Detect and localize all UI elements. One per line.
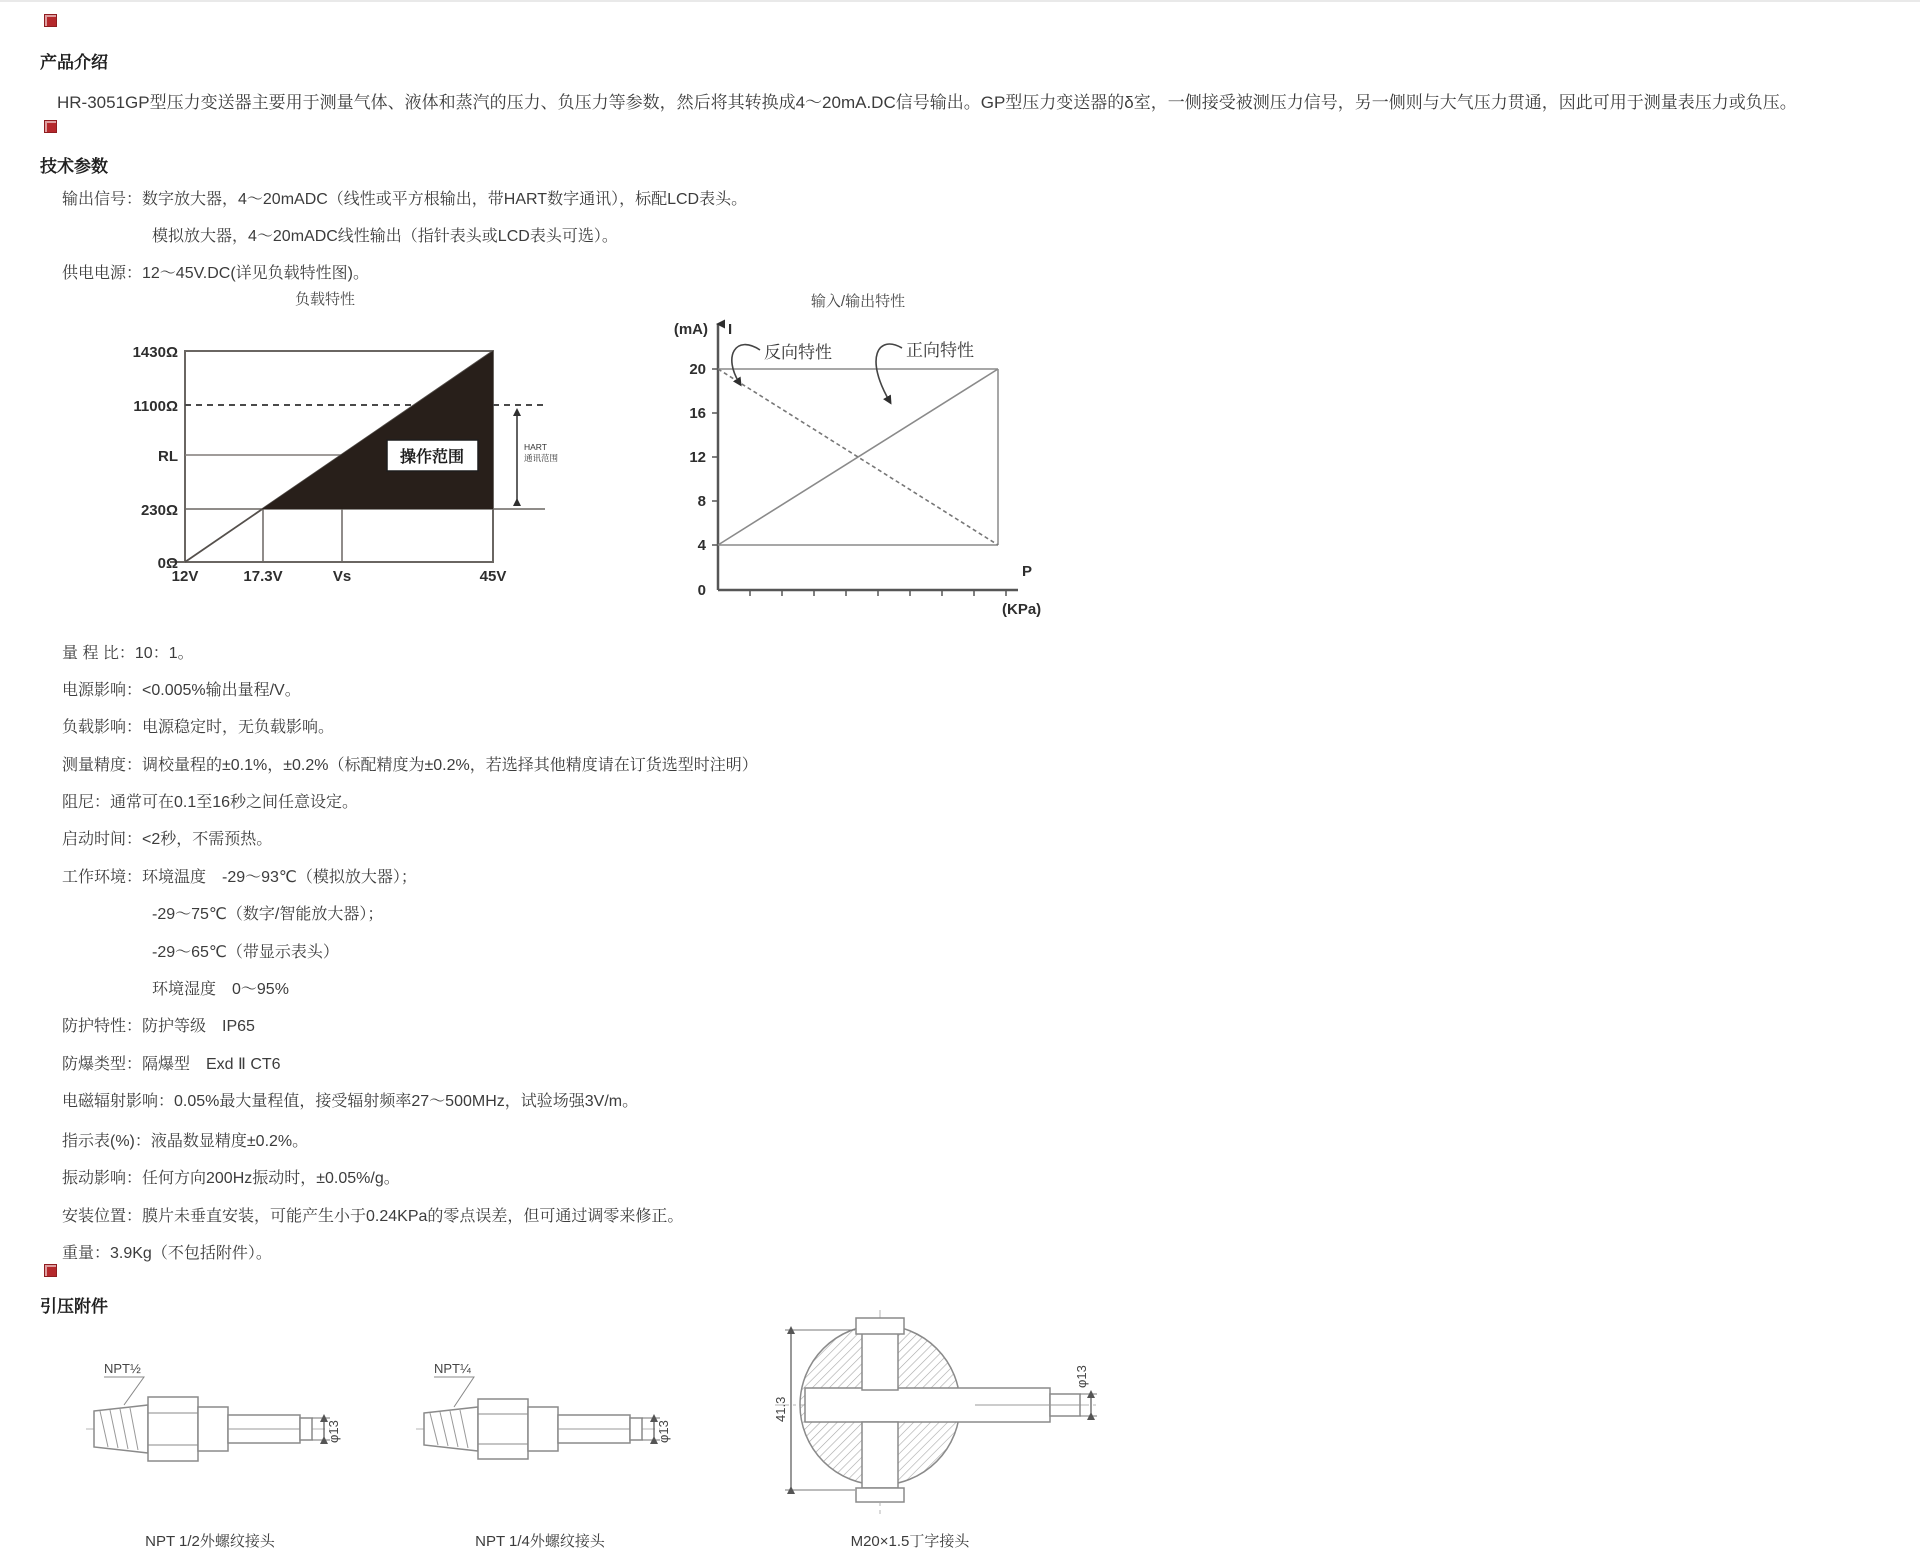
spec-line: -29～75℃（数字/智能放大器）； — [152, 906, 384, 923]
x-tick-label: 45V — [479, 568, 507, 585]
label-leader-line — [434, 1377, 474, 1407]
spec-line: 防护特性：防护等级 IP65 — [62, 1018, 255, 1035]
y-axis-unit: (mA) — [673, 321, 708, 338]
hex-nut — [478, 1399, 528, 1459]
thread-spec-label: NPT½ — [104, 1361, 141, 1376]
y-tick-label: 1100Ω — [133, 398, 178, 415]
spec-line: 电源影响：<0.005%输出量程/V。 — [62, 682, 301, 699]
hart-range-label: 通讯范围 — [524, 453, 559, 463]
spec-line: 工作环境：环境温度 -29～93℃（模拟放大器）； — [62, 869, 417, 886]
y-tick-label: 8 — [697, 493, 706, 510]
fitting-drawing-npt12 — [80, 1347, 340, 1517]
y-tick-label: 4 — [697, 537, 706, 554]
pipe-tip — [630, 1418, 642, 1440]
bottom-stem-foot — [856, 1488, 904, 1502]
fitting-drawing-npt14 — [410, 1347, 670, 1517]
spec-line: 量 程 比：10：1。 — [62, 645, 194, 662]
y-tick-label: 12 — [689, 449, 706, 466]
spec-line: 环境湿度 0～95% — [152, 981, 289, 998]
fitting-caption: NPT 1/4外螺纹接头 — [475, 1533, 605, 1550]
collar — [528, 1407, 558, 1451]
intro-heading: 产品介绍 — [40, 53, 108, 72]
y-tick-label: 1430Ω — [132, 344, 178, 361]
reverse-characteristic-label: 反向特性 — [764, 343, 832, 362]
operating-range-label: 操作范围 — [399, 449, 465, 466]
section-marker-icon — [44, 14, 57, 27]
spec-line: 启动时间：<2秒，不需预热。 — [62, 831, 273, 848]
spec-line: 防爆类型：隔爆型 Exd Ⅱ CT6 — [62, 1056, 281, 1073]
section-marker-icon — [44, 1264, 57, 1277]
forward-characteristic-label: 正向特性 — [906, 341, 974, 360]
label-leader-line — [104, 1377, 144, 1405]
y-tick-label: 0 — [697, 582, 706, 599]
spec-line: 安装位置：膜片未垂直安装，可能产生小于0.24KPa的零点误差，但可通过调零来修正。 — [62, 1208, 684, 1225]
intro-paragraph: HR-3051GP型压力变送器主要用于测量气体、液体和蒸汽的压力、负压力等参数，然后将其转换成4～20mA.DC信号输出。GP型压力变送器的δ室，一侧接受被测压力信号，另一侧则与大气压力贯通，因此可用于测量表压力或负压。 — [57, 93, 1797, 112]
diameter-dimension-label: φ13 — [1074, 1365, 1089, 1388]
spec-line: 指示表(%)：液晶数显精度±0.2%。 — [62, 1133, 309, 1150]
diameter-dimension-label: φ13 — [656, 1420, 671, 1443]
x-tick-label: 12V — [171, 568, 199, 585]
spec-line: 重量：3.9Kg（不包括附件）。 — [62, 1245, 272, 1262]
x-tick-label: Vs — [332, 568, 352, 585]
load-characteristic-chart — [90, 302, 570, 602]
hex-nut — [148, 1397, 198, 1461]
x-tick-label: 17.3V — [243, 568, 283, 585]
spec-line: 供电电源：12～45V.DC(详见负载特性图)。 — [62, 265, 370, 282]
load-chart-title: 负载特性 — [294, 291, 355, 308]
top-bolt-head — [856, 1318, 904, 1334]
diameter-dimension-label: φ13 — [326, 1420, 341, 1443]
bottom-stem — [862, 1422, 898, 1488]
y-tick-label: 0Ω — [157, 555, 178, 572]
y-tick-label: 230Ω — [140, 502, 178, 519]
y-tick-label: 20 — [689, 361, 706, 378]
spec-line: 振动影响：任何方向200Hz振动时，±0.05%/g。 — [62, 1170, 400, 1187]
y-axis-label: RL — [158, 448, 178, 465]
io-characteristic-chart — [650, 302, 1080, 632]
spec-line: -29～65℃（带显示表头） — [152, 944, 339, 961]
spec-line: 阻尼：通常可在0.1至16秒之间任意设定。 — [62, 794, 359, 811]
hart-range-label: HART — [524, 442, 547, 452]
height-dimension-label: 41.3 — [773, 1396, 788, 1422]
fittings-heading: 引压附件 — [40, 1297, 108, 1316]
top-bolt — [862, 1332, 898, 1390]
y-tick-label: 16 — [689, 405, 706, 422]
forward-annotation-arrow — [876, 344, 902, 402]
thread-spec-label: NPT¼ — [434, 1361, 471, 1376]
reverse-annotation-arrow — [732, 345, 760, 384]
y-axis-symbol: I — [728, 321, 733, 338]
fitting-caption: NPT 1/2外螺纹接头 — [145, 1533, 275, 1550]
section-marker-icon — [44, 120, 57, 133]
fitting-caption: M20×1.5丁字接头 — [850, 1533, 970, 1550]
spec-line: 电磁辐射影响：0.05%最大量程值，接受辐射频率27～500MHz，试验场强3V/m。 — [62, 1093, 639, 1110]
io-chart-title: 输入/输出特性 — [810, 293, 906, 310]
spec-line: 输出信号：数字放大器，4～20mADC（线性或平方根输出，带HART数字通讯），标配LCD表头。 — [62, 191, 748, 208]
pipe-tip — [300, 1418, 312, 1440]
specs-heading: 技术参数 — [40, 157, 108, 176]
x-axis-unit: (KPa) — [1002, 601, 1042, 618]
spec-line: 模拟放大器，4～20mADC线性输出（指针表头或LCD表头可选）。 — [152, 228, 618, 245]
fitting-drawing-m20 — [745, 1302, 1105, 1522]
collar — [198, 1407, 228, 1451]
spec-line: 测量精度：调校量程的±0.1%，±0.2%（标配精度为±0.2%，若选择其他精度请在订货选型时注明） — [62, 757, 758, 774]
spec-line: 负载影响：电源稳定时，无负载影响。 — [62, 719, 335, 736]
x-axis-symbol: P — [1022, 563, 1033, 580]
